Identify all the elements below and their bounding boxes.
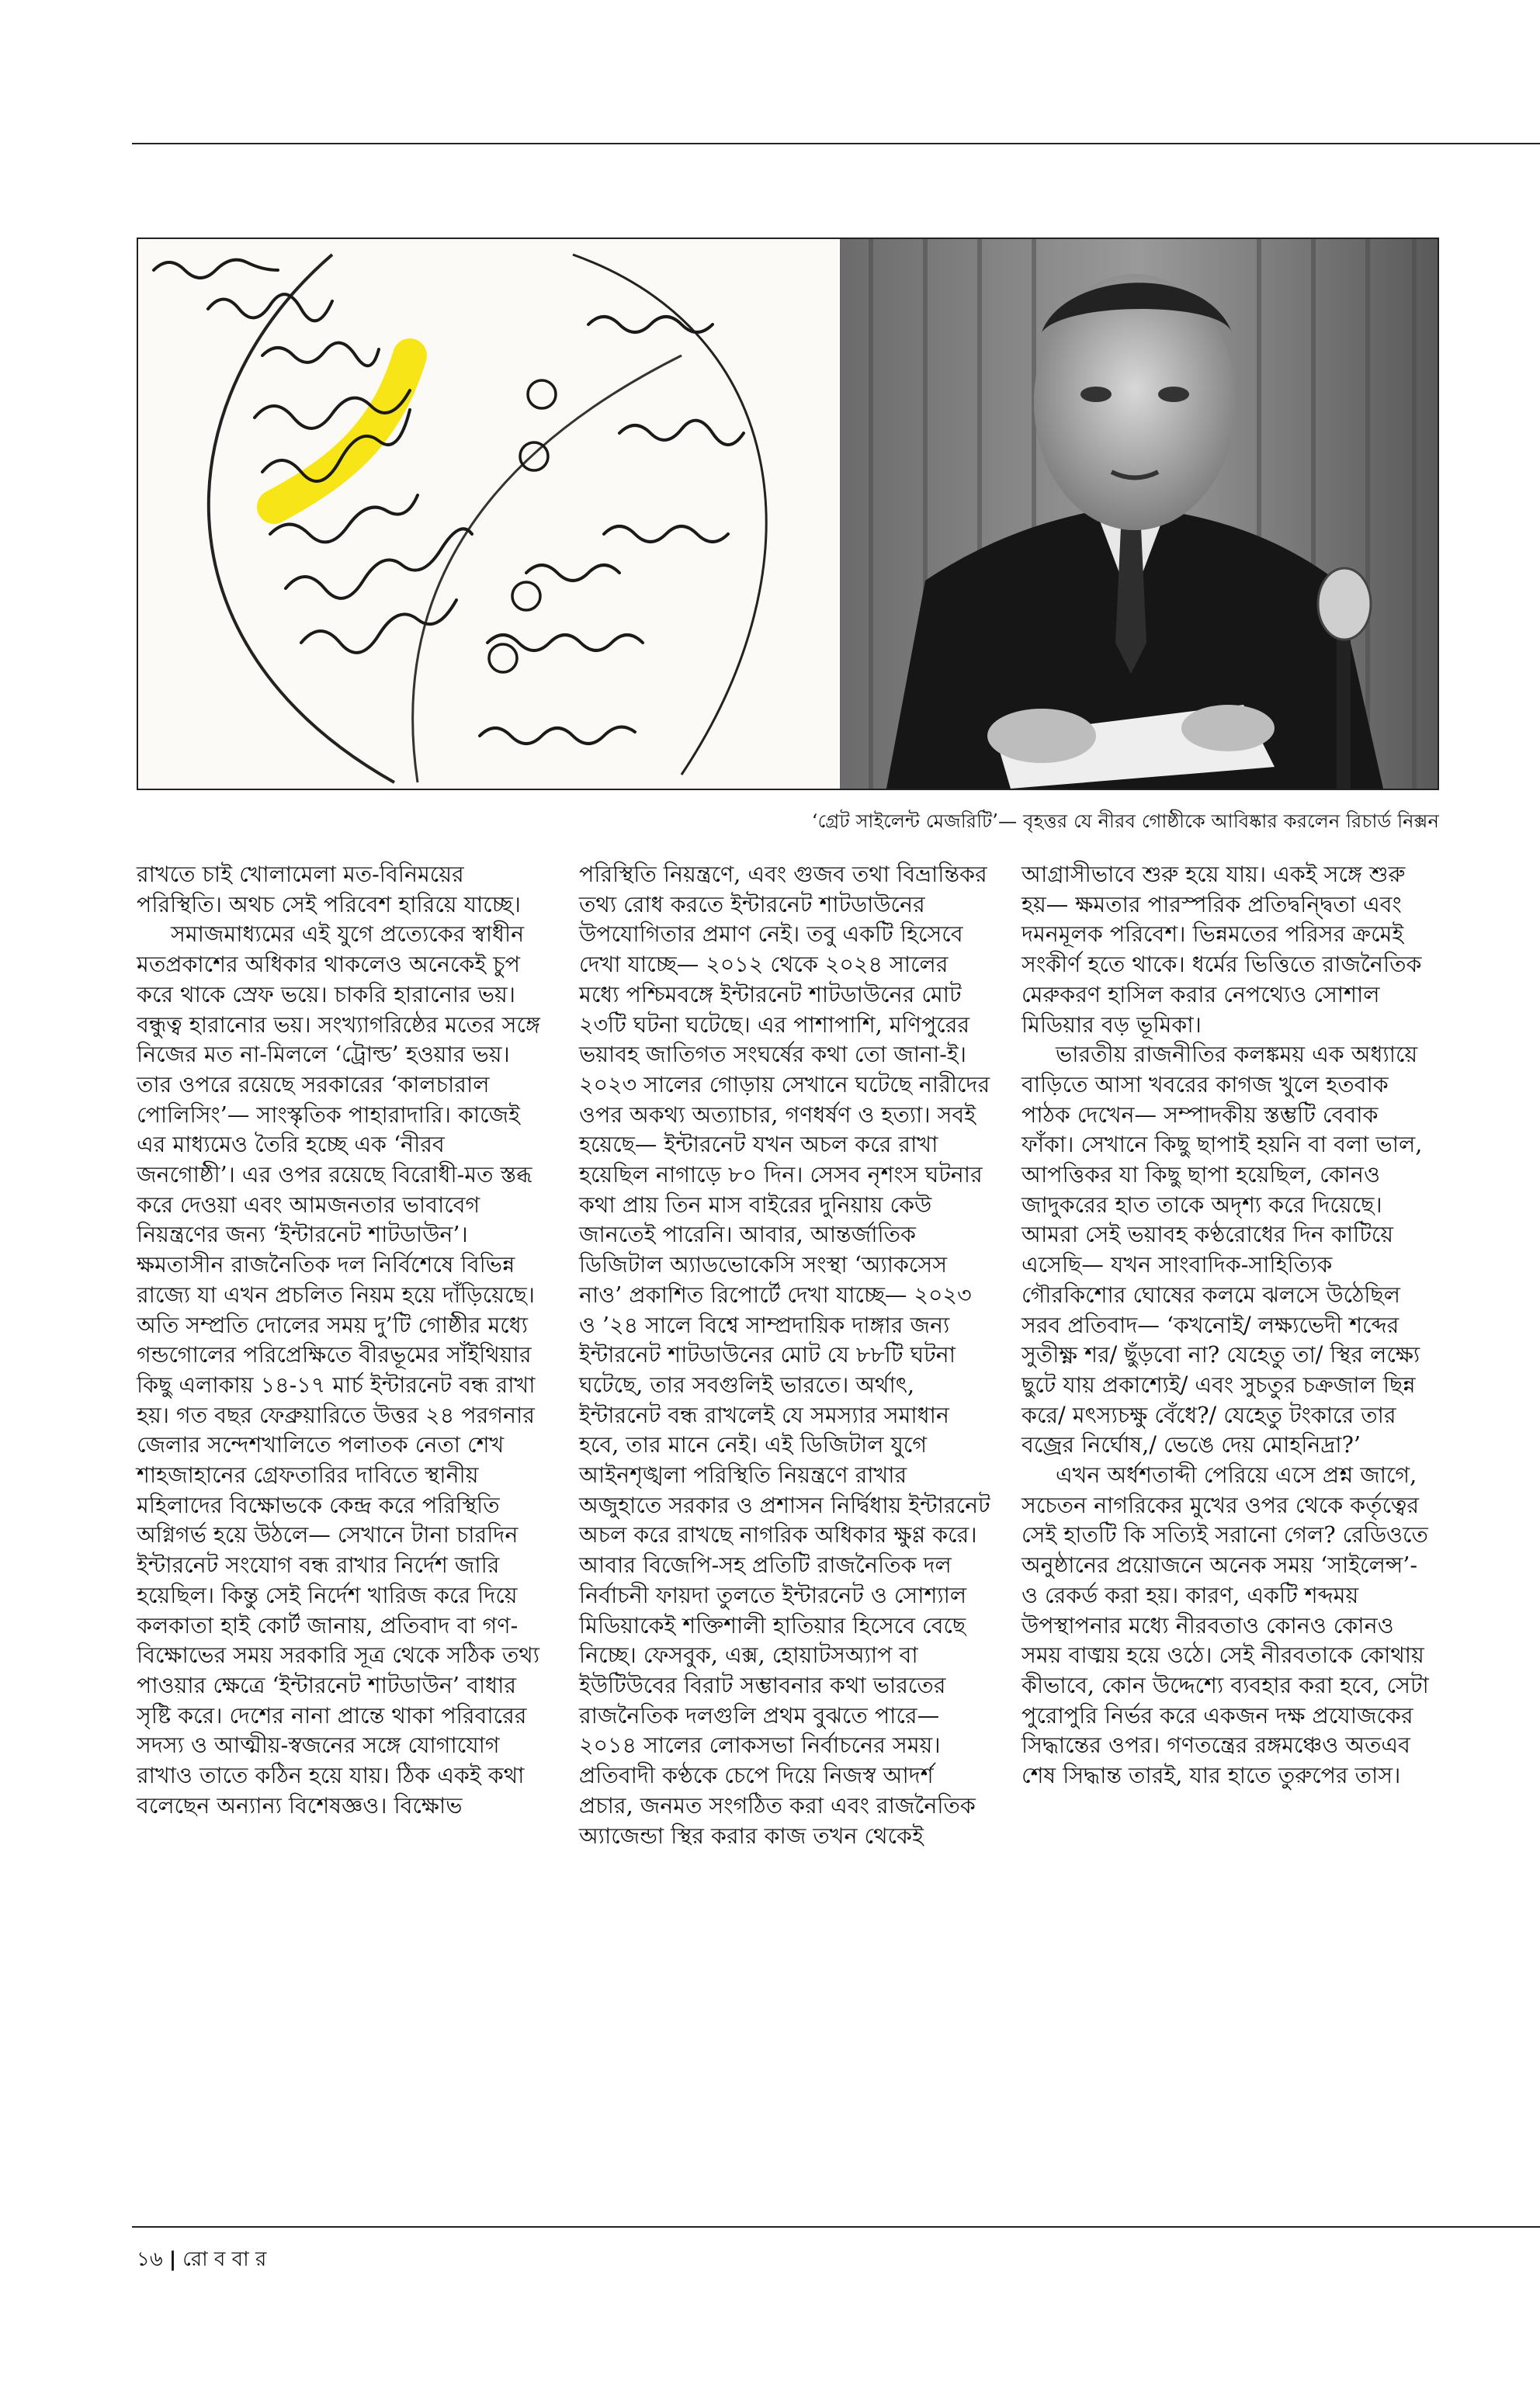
article-column-1: [137, 860, 548, 1822]
portrait-drawing: [840, 239, 1438, 789]
handwritten-notes-image: [138, 239, 838, 789]
magazine-name: রো ব বা র: [182, 2248, 267, 2271]
header-rule: [132, 143, 1540, 144]
paragraph: সমাজমাধ্যমের এই যুগে প্রত্যেকের স্বাধীন মতপ্রকাশের অধিকার থাকলেও অনেকেই চুপ করে থাকে স্রেফ ভয়ে। চাকরি হারানোর ভয়। বন্ধুত্ব হারানোর ভয়। সংখ্যাগরিষ্ঠের মতের সঙ্গে নিজের মত না-মিললে ‘ট্রোল্ড’ হওয়ার ভয়। তার ওপরে রয়েছে সরকারের ‘কালচারাল পোলিসিং’— সাংস্কৃতিক পাহারাদারি। কাজেই এর মাধ্যমেও তৈরি হচ্ছে এক ‘নীরব জনগোষ্ঠী’। এর ওপর রয়েছে বিরোধী-মত স্তব্ধ করে দেওয়া এবং আমজনতার ভাবাবেগ নিয়ন্ত্রণের জন্য ‘ইন্টারনেট শাটডাউন’। ক্ষমতাসীন রাজনৈতিক দল নির্বিশেষে বিভিন্ন রাজ্যে যা এখন প্রচলিত নিয়ম হয়ে দাঁড়িয়েছে। অতি সম্প্রতি দোলের সময় দু’টি গোষ্ঠীর মধ্যে গন্ডগোলের পরিপ্রেক্ষিতে বীরভূমের সাঁইথিয়ার কিছু এলাকায় ১৪-১৭ মার্চ ইন্টারনেট বন্ধ রাখা হয়। গত বছর ফেব্রুয়ারিতে উত্তর ২৪ পরগনার জেলার সন্দেশখালিতে পলাতক নেতা শেখ শাহজাহানের গ্রেফতারির দাবিতে স্থানীয় মহিলাদের বিক্ষোভকে কেন্দ্র করে পরিস্থিতি অগ্নিগর্ভ হয়ে উঠলে— সেখানে টানা চারদিন ইন্টারনেট সংযোগ বন্ধ রাখার নির্দেশ জারি হয়েছিল। কিন্তু সেই নির্দেশ খারিজ করে দিয়ে কলকাতা হাই কোর্ট জানায়, প্রতিবাদ বা গণ-বিক্ষোভের সময় সরকারি সূত্র থেকে সঠিক তথ্য পাওয়ার ক্ষেত্রে ‘ইন্টারনেট শাটডাউন’ বাধার সৃষ্টি করে। দেশের নানা প্রান্তে থাকা পরিবারের সদস্য ও আত্মীয়-স্বজনের সঙ্গে যোগাযোগ রাখাও তাতে কঠিন হয়ে যায়। ঠিক একই কথা বলেছেন অন্যান্য বিশেষজ্ঞও। বিক্ষোভ: [137, 921, 540, 1819]
footer-rule: [132, 2226, 1540, 2228]
paragraph: রাখতে চাই খোলামেলা মত-বিনিময়ের পরিস্থিতি। অথচ সেই পরিবেশ হারিয়ে যাচ্ছে।: [137, 862, 521, 917]
handwriting-drawing: [138, 239, 838, 789]
page-number: ১৬: [137, 2248, 163, 2271]
page-folio: [137, 2243, 266, 2277]
nixon-photo: [840, 239, 1438, 789]
folio-separator: |: [168, 2248, 177, 2271]
article-column-3: [1021, 860, 1433, 1791]
paragraph: ভারতীয় রাজনীতির কলঙ্কময় এক অধ্যায়ে বাড়িতে আসা খবরের কাগজ খুলে হতবাক পাঠক দেখেন— সম্পাদকীয় স্তম্ভটি বেবাক ফাঁকা। সেখানে কিছু ছাপাই হয়নি বা বলা ভাল, আপত্তিকর যা কিছু ছাপা হয়েছিল, কোনও জাদুকরের হাত তাকে অদৃশ্য করে দিয়েছে। আমরা সেই ভয়াবহ কণ্ঠরোধের দিন কাটিয়ে এসেছি— যখন সাংবাদিক-সাহিত্যিক গৌরকিশোর ঘোষের কলমে ঝলসে উঠেছিল সরব প্রতিবাদ— ‘কখনোই/ লক্ষ্যভেদী শব্দের সুতীক্ষ্ণ শর/ ছুঁড়বো না? যেহেতু তা/ স্থির লক্ষ্যে ছুটে যায় প্রকাশ্যেই/ এবং সুচতুর চক্রজাল ছিন্ন করে/ মৎস্যচক্ষু বেঁধে?/ যেহেতু টংকারে তার বজ্রের নির্ঘোষ,/ ভেঙে দেয় মোহনিদ্রা?’: [1021, 1042, 1423, 1458]
article-column-2: [579, 860, 990, 1851]
photo-caption: ‘গ্রেট সাইলেন্ট মেজরিটি’— বৃহত্তর যে নীরব গোষ্ঠীকে আবিষ্কার করলেন রিচার্ড নিক্সন: [811, 810, 1439, 832]
paragraph: আগ্রাসীভাবে শুরু হয়ে যায়। একই সঙ্গে শুরু হয়— ক্ষমতার পারস্পরিক প্রতিদ্বন্দ্বিতা এবং দমনমূলক পরিবেশ। ভিন্নমতের পরিসর ক্রমেই সংকীর্ণ হতে থাকে। ধর্মের ভিত্তিতে রাজনৈতিক মেরুকরণ হাসিল করার নেপথ্যেও সোশাল মিডিয়ার বড় ভূমিকা।: [1021, 862, 1422, 1038]
paragraph: এখন অর্ধশতাব্দী পেরিয়ে এসে প্রশ্ন জাগে, সচেতন নাগরিকের মুখের ওপর থেকে কর্তৃত্বের সেই হাতটি কি সত্যিই সরানো গেল? রেডিওতে অনুষ্ঠানের প্রয়োজনে অনেক সময় ‘সাইলেন্স’-ও রেকর্ড করা হয়। কারণ, একটি শব্দময় উপস্থাপনার মধ্যে নীরবতাও কোনও কোনও সময় বাঙ্ময় হয়ে ওঠে। সেই নীরবতাকে কোথায় কীভাবে, কোন উদ্দেশ্যে ব্যবহার করা হবে, সেটা পুরোপুরি নির্ভর করে একজন দক্ষ প্রযোজকের সিদ্ধান্তের ওপর। গণতন্ত্রের রঙ্গমঞ্চেও অতএব শেষ সিদ্ধান্ত তারই, যার হাতে তুরুপের তাস।: [1021, 1462, 1429, 1789]
photo-collage: [137, 238, 1439, 790]
paragraph: পরিস্থিতি নিয়ন্ত্রণে, এবং গুজব তথা বিভ্রান্তিকর তথ্য রোধ করতে ইন্টারনেট শাটডাউনের উপযোগিতার প্রমাণ নেই। তবু একটি হিসেবে দেখা যাচ্ছে— ২০১২ থেকে ২০২৪ সালের মধ্যে পশ্চিমবঙ্গে ইন্টারনেট শাটডাউনের মোট ২৩টি ঘটনা ঘটেছে। এর পাশাপাশি, মণিপুরের ভয়াবহ জাতিগত সংঘর্ষের কথা তো জানা-ই। ২০২৩ সালের গোড়ায় সেখানে ঘটেছে নারীদের ওপর অকথ্য অত্যাচার, গণধর্ষণ ও হত্যা। সবই হয়েছে— ইন্টারনেট যখন অচল করে রাখা হয়েছিল নাগাড়ে ৮০ দিন। সেসব নৃশংস ঘটনার কথা প্রায় তিন মাস বাইরের দুনিয়ায় কেউ জানতেই পারেনি। আবার, আন্তর্জাতিক ডিজিটাল অ্যাডভোকেসি সংস্থা ‘অ্যাকসেস নাও’ প্রকাশিত রিপোর্টে দেখা যাচ্ছে— ২০২৩ ও ’২৪ সালে বিশ্বে সাম্প্রদায়িক দাঙ্গার জন্য ইন্টারনেট শাটডাউনের মোট যে ৮৮টি ঘটনা ঘটেছে, তার সবগুলিই ভারতে। অর্থাৎ, ইন্টারনেট বন্ধ রাখলেই যে সমস্যার সমাধান হবে, তার মানে নেই। এই ডিজিটাল যুগে আইনশৃঙ্খলা পরিস্থিতি নিয়ন্ত্রণে রাখার অজুহাতে সরকার ও প্রশাসন নির্দ্বিধায় ইন্টারনেট অচল করে রাখছে নাগরিক অধিকার ক্ষুণ্ণ করে। আবার বিজেপি-সহ প্রতিটি রাজনৈতিক দল নির্বাচনী ফায়দা তুলতে ইন্টারনেট ও সোশ্যাল মিডিয়াকেই শক্তিশালী হাতিয়ার হিসেবে বেছে নিচ্ছে। ফেসবুক, এক্স, হোয়াটসঅ্যাপ বা ইউটিউবের বিরাট সম্ভাবনার কথা ভারতের রাজনৈতিক দলগুলি প্রথম বুঝতে পারে— ২০১৪ সালের লোকসভা নির্বাচনের সময়। প্রতিবাদী কণ্ঠকে চেপে দিয়ে নিজস্ব আদর্শ প্রচার, জনমত সংগঠিত করা এবং রাজনৈতিক অ্যাজেন্ডা স্থির করার কাজ তখন থেকেই: [579, 862, 990, 1849]
